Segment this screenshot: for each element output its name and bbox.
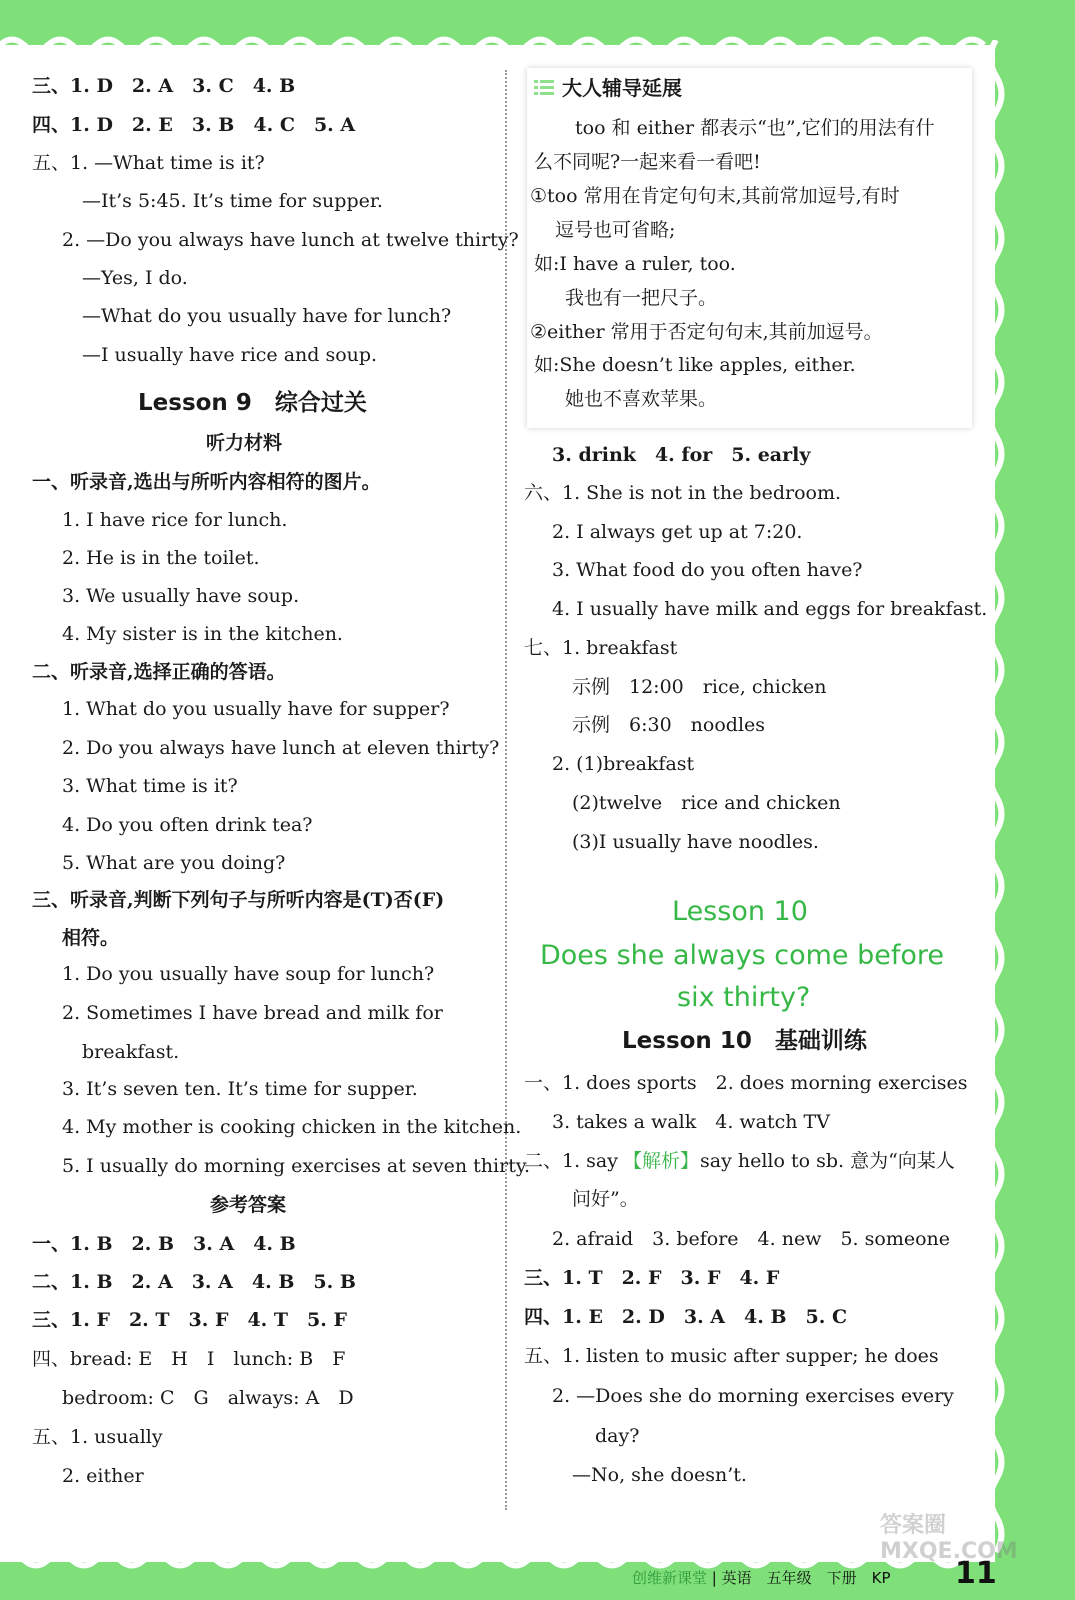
lesson10-subtitle: six thirty? <box>677 982 811 1013</box>
answer-line: —Yes, I do. <box>82 267 188 289</box>
answer-line: —No, she doesn’t. <box>572 1464 747 1486</box>
answer-line: 一、1. does sports 2. does morning exercises <box>524 1072 968 1094</box>
tip-line: 逗号也可省略; <box>555 219 676 241</box>
listening-item: 2. Do you always have lunch at eleven thirty? <box>62 737 500 759</box>
answer-line: 问好”。 <box>572 1188 639 1210</box>
section-heading: 相符。 <box>62 927 120 949</box>
tip-line: 如:I have a ruler, too. <box>534 253 736 275</box>
footer-book-info: | 英语 五年级 下册 KP <box>711 1569 891 1587</box>
answer-line: (2)twelve rice and chicken <box>572 792 841 814</box>
answer-line: 三、1. T 2. F 3. F 4. F <box>524 1267 780 1289</box>
answer-line: 七、1. breakfast <box>524 637 678 659</box>
tip-line: ①too 常用在肯定句句末,其前常加逗号,有时 <box>530 185 900 207</box>
answer-line: 2. I always get up at 7:20. <box>552 521 803 543</box>
wave-top <box>0 34 995 56</box>
page-number: 11 <box>955 1556 997 1591</box>
listening-item: 1. What do you usually have for supper? <box>62 698 450 720</box>
watermark: 答案圈 MXQE.COM <box>880 1513 1018 1564</box>
listening-title: 听力材料 <box>206 432 283 454</box>
tip-box-heading: 大人辅导延展 <box>562 76 682 100</box>
listening-item: 1. I have rice for lunch. <box>62 509 288 531</box>
listening-item: 4. Do you often drink tea? <box>62 814 313 836</box>
answer-line: 2. —Does she do morning exercises every <box>552 1385 954 1407</box>
tip-line: 么不同呢?一起来看一看吧! <box>534 151 761 173</box>
listening-item: breakfast. <box>82 1041 180 1063</box>
section-heading: 三、听录音,判断下列句子与所听内容是(T)否(F) <box>32 889 445 911</box>
listening-item: 1. Do you usually have soup for lunch? <box>62 963 435 985</box>
answer-line: 二、1. say <box>524 1150 618 1172</box>
section-heading: 二、听录音,选择正确的答语。 <box>32 661 286 683</box>
listening-item: 5. What are you doing? <box>62 852 286 874</box>
answer-line: 2. —Do you always have lunch at twelve thirty? <box>62 229 519 251</box>
analysis-tag: 【解析】 <box>623 1150 700 1172</box>
footer-brand: 创维新课堂 <box>632 1569 708 1587</box>
answer-line: —I usually have rice and soup. <box>82 344 378 366</box>
answer-line: 2. afraid 3. before 4. new 5. someone <box>552 1228 950 1250</box>
listening-item: 5. I usually do morning exercises at seven thirty. <box>62 1155 531 1177</box>
answer-line: —What do you usually have for lunch? <box>82 305 452 327</box>
listening-item: 3. What time is it? <box>62 775 238 797</box>
lesson10-section-title: Lesson 10 基础训练 <box>622 1028 867 1054</box>
listening-item: 4. My sister is in the kitchen. <box>62 623 343 645</box>
answer-line: 示例 6:30 noodles <box>572 714 766 736</box>
listening-item: 2. Sometimes I have bread and milk for <box>62 1002 443 1024</box>
answer-line: 五、1. listen to music after supper; he does <box>524 1345 939 1367</box>
answer-line: 一、1. B 2. B 3. A 4. B <box>32 1233 296 1255</box>
answer-line: 六、1. She is not in the bedroom. <box>524 482 842 504</box>
tip-line: ②either 常用于否定句句末,其前加逗号。 <box>530 321 883 343</box>
answer-line: 三、1. F 2. T 3. F 4. T 5. F <box>32 1309 347 1331</box>
answer-line: 3. takes a walk 4. watch TV <box>552 1111 830 1133</box>
footer <box>632 1567 891 1588</box>
answer-line: 2. either <box>62 1465 144 1487</box>
listening-item: 3. It’s seven ten. It’s time for supper. <box>62 1078 418 1100</box>
answer-line: —It’s 5:45. It’s time for supper. <box>82 190 383 212</box>
answer-line: 三、1. D 2. A 3. C 4. B <box>32 75 296 97</box>
listening-item: 3. We usually have soup. <box>62 585 300 607</box>
lesson9-title: Lesson 9 综合过关 <box>138 390 367 416</box>
answer-line: say hello to sb. 意为“向某人 <box>700 1150 955 1172</box>
answer-line: (3)I usually have noodles. <box>572 831 819 853</box>
answer-line: 3. drink 4. for 5. early <box>552 444 811 466</box>
list-icon <box>534 78 556 96</box>
lesson10-subtitle: Does she always come before <box>540 940 944 971</box>
frame-right <box>995 0 1075 1600</box>
tip-line: too 和 either 都表示“也”,它们的用法有什 <box>575 117 935 139</box>
listening-item: 4. My mother is cooking chicken in the kitchen. <box>62 1116 522 1138</box>
tip-line: 如:She doesn’t like apples, either. <box>534 354 856 376</box>
answer-line: 五、1. —What time is it? <box>32 152 265 174</box>
answer-line: 2. (1)breakfast <box>552 753 695 775</box>
answer-line: 二、1. B 2. A 3. A 4. B 5. B <box>32 1271 356 1293</box>
answer-line: 四、1. E 2. D 3. A 4. B 5. C <box>524 1306 848 1328</box>
answers-title: 参考答案 <box>210 1194 287 1216</box>
lesson10-title: Lesson 10 <box>672 896 808 927</box>
answer-line: 4. I usually have milk and eggs for breakfast. <box>552 598 988 620</box>
listening-item: 2. He is in the toilet. <box>62 547 260 569</box>
answer-line: 四、1. D 2. E 3. B 4. C 5. A <box>32 114 356 136</box>
answer-line: 四、bread: E H I lunch: B F <box>32 1348 346 1370</box>
tip-line: 我也有一把尺子。 <box>565 287 718 309</box>
answer-line: day? <box>595 1425 640 1447</box>
section-heading: 一、听录音,选出与所听内容相符的图片。 <box>32 471 381 493</box>
column-divider <box>505 70 507 1510</box>
answer-line: 示例 12:00 rice, chicken <box>572 676 827 698</box>
answer-line: 3. What food do you often have? <box>552 559 863 581</box>
answer-line: 五、1. usually <box>32 1426 163 1448</box>
tip-line: 她也不喜欢苹果。 <box>565 388 718 410</box>
wave-right <box>985 40 1007 1565</box>
answer-line: bedroom: C G always: A D <box>62 1387 354 1409</box>
